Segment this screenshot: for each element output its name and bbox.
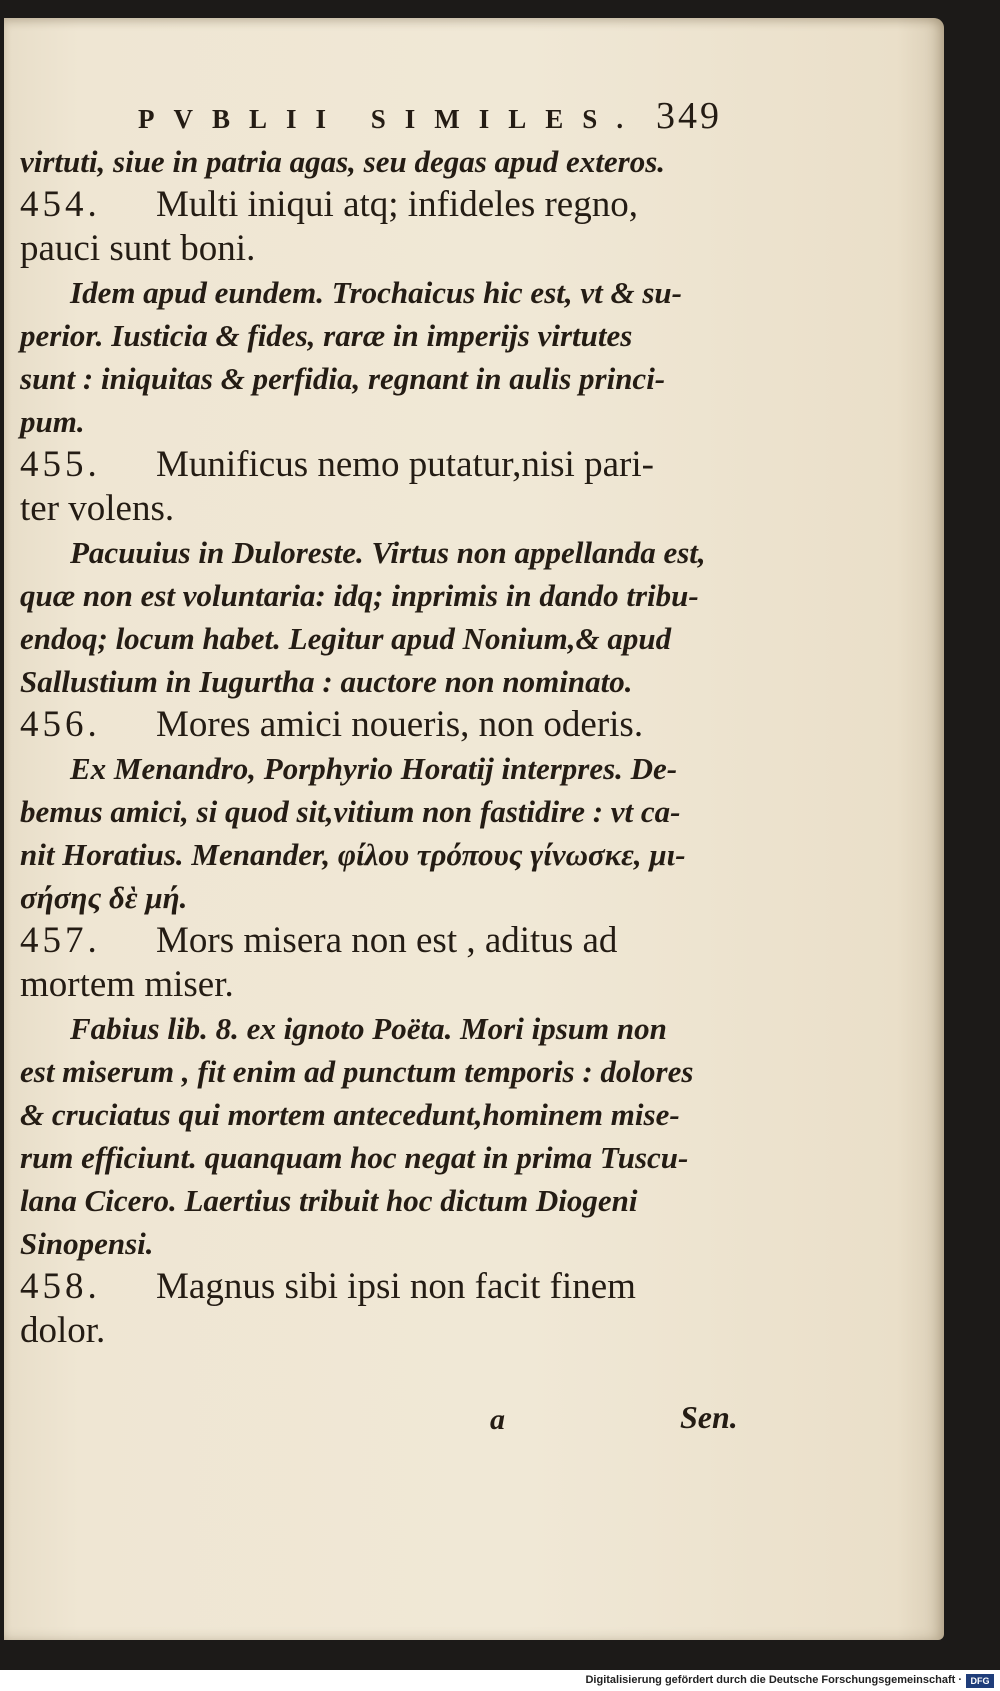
entry-number: 454. — [20, 184, 101, 225]
entry-number: 457. — [20, 920, 101, 961]
commentary-line: virtuti, siue in patria agas, seu degas apud exteros. — [20, 144, 666, 179]
signature-mark: a — [490, 1403, 505, 1436]
entry-line — [20, 703, 750, 747]
entry-line — [20, 919, 750, 963]
entry-number: 456. — [20, 704, 101, 745]
commentary-line: Sallustium in Iugurtha : auctore non nominato. — [20, 664, 633, 699]
entry-text: Mores amici noueris, non oderis. — [156, 704, 644, 745]
digitization-credit — [0, 1672, 1000, 1691]
entry-text: mortem miser. — [20, 964, 234, 1005]
entry-text: Magnus sibi ipsi non facit finem — [156, 1266, 636, 1307]
commentary — [20, 140, 750, 183]
entry-text: pauci sunt boni. — [20, 228, 256, 269]
running-head — [20, 88, 750, 138]
page-number: 349 — [656, 95, 722, 137]
commentary — [20, 1007, 750, 1265]
entry-line — [20, 963, 750, 1007]
commentary-line: Ex Menandro, Porphyrio Horatij interpres. De- — [70, 751, 678, 786]
commentary-line: rum efficiunt. quanquam hoc negat in prima Tuscu- — [20, 1140, 689, 1175]
entry-text: Multi iniqui atq; infideles regno, — [156, 184, 638, 225]
entry-number: 458. — [20, 1266, 101, 1307]
sentence-entry — [20, 183, 750, 271]
credit-text: Digitalisierung gefördert durch die Deutsche Forschungsgemeinschaft · — [585, 1674, 962, 1686]
commentary-line: est miserum , fit enim ad punctum temporis : dolores — [20, 1054, 694, 1089]
entry-text: ter volens. — [20, 488, 175, 529]
running-head-title: PVBLII SIMILES. — [138, 104, 643, 134]
entry-number: 455. — [20, 444, 101, 485]
commentary-line: Sinopensi. — [20, 1226, 154, 1261]
commentary — [20, 271, 750, 443]
commentary-line: Idem apud eundem. Trochaicus hic est, vt & su- — [70, 275, 682, 310]
book-page — [4, 18, 944, 1640]
commentary-line: pum. — [20, 404, 85, 439]
entry-line — [20, 443, 750, 487]
entry-line — [20, 227, 750, 271]
text-blocks — [20, 140, 750, 1353]
catchword: Sen. — [680, 1399, 738, 1435]
entry-text: Munificus nemo putatur,nisi pari- — [156, 444, 654, 485]
commentary-line: perior. Iusticia & fides, raræ in imperijs virtutes — [20, 318, 633, 353]
sentence-entry — [20, 1265, 750, 1353]
commentary-line: σήσης δὲ μή. — [20, 880, 188, 915]
page-footer — [20, 1393, 750, 1453]
commentary-line: sunt : iniquitas & perfidia, regnant in aulis princi- — [20, 361, 666, 396]
commentary-line: & cruciatus qui mortem antecedunt,hominem mise- — [20, 1097, 680, 1132]
entry-line — [20, 183, 750, 227]
entry-text: dolor. — [20, 1310, 106, 1351]
commentary-line: quæ non est voluntaria: idq; inprimis in dando tribu- — [20, 578, 699, 613]
commentary-line: nit Horatius. Menander, φίλου τρόπους γίνωσκε, μι- — [20, 837, 686, 872]
commentary-line: endoq; locum habet. Legitur apud Nonium,& apud — [20, 621, 672, 656]
commentary — [20, 531, 750, 703]
commentary-line: lana Cicero. Laertius tribuit hoc dictum Diogeni — [20, 1183, 638, 1218]
entry-line — [20, 1309, 750, 1353]
sentence-entry — [20, 919, 750, 1007]
dfg-logo: DFG — [966, 1674, 994, 1688]
entry-line — [20, 1265, 750, 1309]
sentence-entry — [20, 703, 750, 747]
commentary-line: bemus amici, si quod sit,vitium non fastidire : vt ca- — [20, 794, 681, 829]
sentence-entry — [20, 443, 750, 531]
commentary-line: Pacuuius in Duloreste. Virtus non appellanda est, — [70, 535, 706, 570]
entry-text: Mors misera non est , aditus ad — [156, 920, 618, 961]
commentary-line: Fabius lib. 8. ex ignoto Poëta. Mori ipsum non — [70, 1011, 667, 1046]
entry-line — [20, 487, 750, 531]
page-content — [20, 88, 750, 1453]
commentary — [20, 747, 750, 919]
